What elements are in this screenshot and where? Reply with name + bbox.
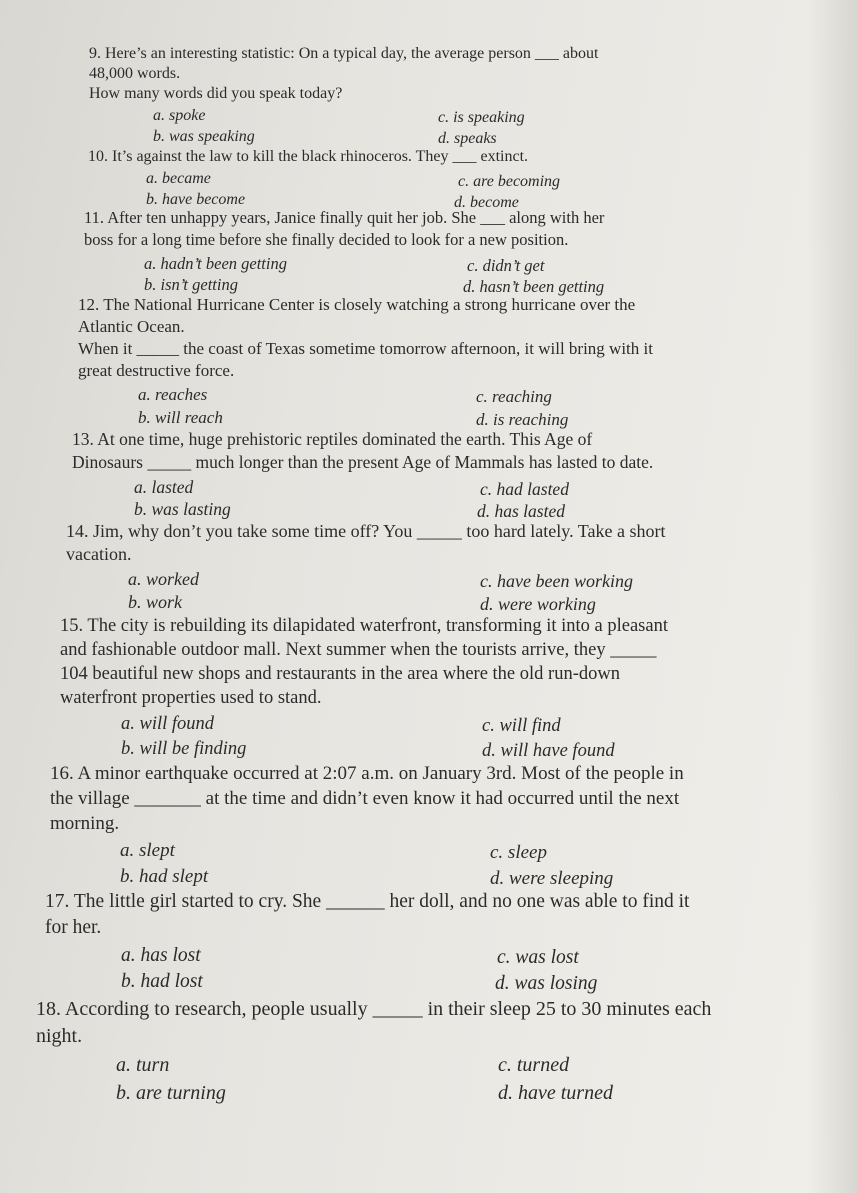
question-line: the village _______ at the time and didn’t even know it had occurred until the next (50, 788, 680, 809)
option-d[interactable]: d. will have found (482, 741, 615, 761)
option-d[interactable]: d. speaks (438, 130, 497, 147)
question-10 (88, 148, 561, 211)
question-line: 13. At one time, huge prehistoric reptiles dominated the earth. This Age of (72, 429, 593, 449)
option-c[interactable]: c. are becoming (458, 173, 561, 190)
option-d[interactable]: d. was losing (495, 973, 598, 994)
option-b[interactable]: b. was lasting (134, 499, 231, 519)
options (78, 386, 653, 430)
option-a[interactable]: a. reaches (138, 385, 208, 404)
question-line: boss for a long time before she finally decided to look for a new position. (84, 230, 569, 249)
option-a[interactable]: a. hadn’t been getting (144, 254, 287, 273)
option-c[interactable]: c. will find (482, 716, 561, 736)
options (36, 1055, 711, 1113)
options (89, 108, 598, 148)
option-a[interactable]: a. turn (116, 1054, 170, 1076)
question-13 (72, 431, 653, 525)
option-b[interactable]: b. had slept (120, 866, 209, 887)
option-a[interactable]: a. worked (128, 569, 199, 589)
question-16 (50, 764, 684, 895)
option-d[interactable]: d. have turned (498, 1082, 613, 1104)
option-c[interactable]: c. is speaking (438, 109, 525, 126)
question-14 (66, 522, 666, 618)
option-d[interactable]: d. is reaching (476, 410, 569, 429)
option-b[interactable]: b. will reach (138, 408, 223, 427)
question-17 (45, 892, 689, 1002)
option-c[interactable]: c. turned (498, 1054, 570, 1076)
option-c[interactable]: c. didn’t get (467, 256, 545, 275)
question-line: vacation. (66, 544, 132, 564)
question-line: 10. It’s against the law to kill the black rhinoceros. They ___ extinct. (88, 148, 529, 165)
question-line: for her. (45, 917, 102, 938)
options (45, 946, 689, 1002)
question-line: 12. The National Hurricane Center is closely watching a strong hurricane over the (78, 295, 636, 314)
question-line: When it _____ the coast of Texas sometime tomorrow afternoon, it will bring with it (78, 339, 653, 358)
option-b[interactable]: b. isn’t getting (144, 275, 238, 294)
question-line: 9. Here’s an interesting statistic: On a typical day, the average person ___ about (89, 45, 599, 62)
option-d[interactable]: d. become (454, 194, 519, 211)
option-b[interactable]: b. are turning (116, 1082, 226, 1104)
question-line: great destructive force. (78, 361, 235, 380)
question-line: How many words did you speak today? (89, 85, 343, 102)
options (50, 841, 684, 895)
question-line: 16. A minor earthquake occurred at 2:07 a.m. on January 3rd. Most of the people in (50, 763, 684, 784)
question-line: night. (36, 1025, 83, 1047)
options (66, 570, 666, 618)
option-b[interactable]: b. had lost (121, 971, 203, 992)
option-c[interactable]: c. sleep (490, 842, 547, 863)
question-line: and fashionable outdoor mall. Next summer when the tourists arrive, they _____ (60, 640, 657, 660)
option-d[interactable]: d. were working (480, 594, 596, 614)
question-line: 11. After ten unhappy years, Janice finally quit her job. She ___ along with her (84, 208, 605, 227)
option-a[interactable]: a. slept (120, 840, 175, 861)
question-9 (89, 46, 598, 148)
question-line: Atlantic Ocean. (78, 317, 185, 336)
option-c[interactable]: c. had lasted (480, 479, 569, 499)
question-11 (84, 210, 604, 298)
option-a[interactable]: a. became (146, 170, 211, 187)
question-line: 17. The little girl started to cry. She ______ her doll, and no one was able to find it (45, 891, 690, 912)
option-a[interactable]: a. has lost (121, 945, 201, 966)
options (72, 479, 653, 525)
question-line: morning. (50, 813, 120, 834)
option-d[interactable]: d. were sleeping (490, 868, 614, 889)
question-line: 18. According to research, people usually _____ in their sleep 25 to 30 minutes each (36, 998, 712, 1020)
option-c[interactable]: c. was lost (497, 947, 579, 968)
question-line: 104 beautiful new shops and restaurants in the area where the old run-down (60, 664, 620, 684)
option-c[interactable]: c. reaching (476, 387, 552, 406)
option-b[interactable]: b. was speaking (153, 128, 255, 145)
option-b[interactable]: b. will be finding (121, 739, 247, 759)
option-d[interactable]: d. hasn’t been getting (463, 277, 605, 296)
option-d[interactable]: d. has lasted (477, 501, 565, 521)
question-line: 15. The city is rebuilding its dilapidated waterfront, transforming it into a pleasant (60, 616, 668, 636)
option-b[interactable]: b. work (128, 592, 182, 612)
question-line: Dinosaurs _____ much longer than the present Age of Mammals has lasted to date. (72, 452, 654, 472)
option-a[interactable]: a. lasted (134, 477, 194, 497)
option-b[interactable]: b. have become (146, 191, 246, 208)
page-shadow (807, 0, 857, 1193)
options (84, 256, 604, 298)
question-line: waterfront properties used to stand. (60, 688, 322, 708)
question-18 (36, 999, 711, 1113)
question-line: 48,000 words. (89, 65, 181, 82)
option-a[interactable]: a. spoke (153, 107, 206, 124)
option-c[interactable]: c. have been working (480, 571, 633, 591)
options (60, 715, 668, 767)
options (88, 170, 561, 211)
option-a[interactable]: a. will found (121, 714, 215, 734)
question-line: 14. Jim, why don’t you take some time off? You _____ too hard lately. Take a short (66, 521, 666, 541)
question-15 (60, 617, 668, 767)
question-12 (78, 296, 653, 430)
